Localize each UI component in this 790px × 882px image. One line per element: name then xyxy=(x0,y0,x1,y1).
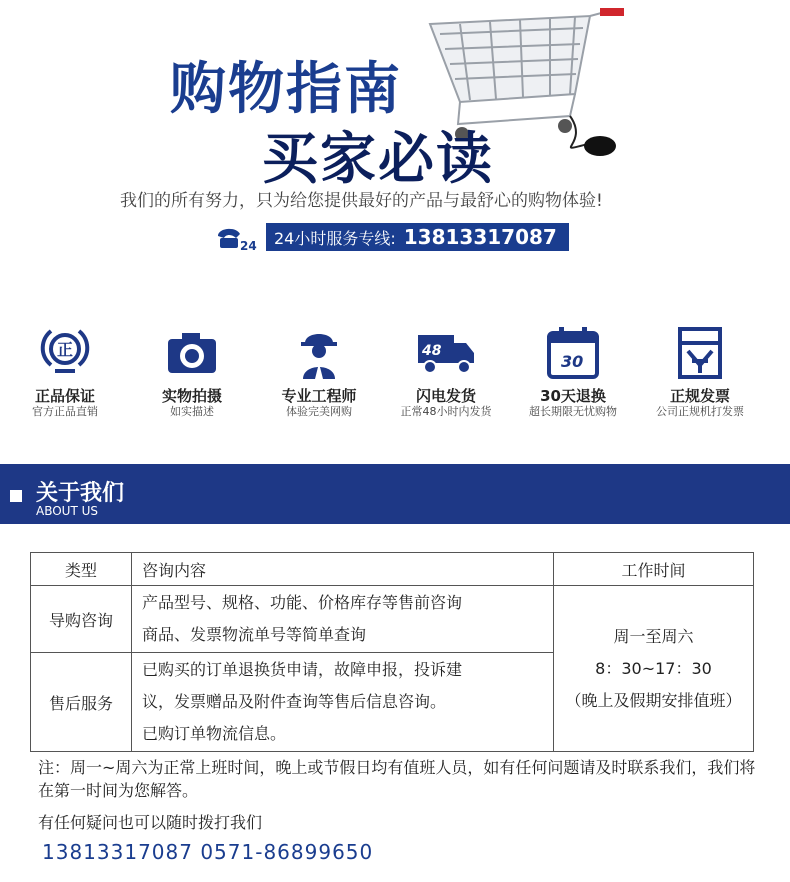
feature-genuine xyxy=(5,325,125,419)
tagline: 我们的所有努力，只为给您提供最好的产品与最舒心的购物体验! xyxy=(120,191,603,211)
hours-note: （晚上及假期安排值班） xyxy=(565,690,742,710)
hotline-bar xyxy=(266,223,569,251)
feature-strip xyxy=(0,325,790,435)
guide-header xyxy=(0,0,790,300)
content-line: 已购订单物流信息。 xyxy=(142,724,287,743)
feature-title: 专业工程师 xyxy=(281,387,357,405)
feature-title: 正品保证 xyxy=(34,387,95,405)
feature-subtitle: 官方正品直销 xyxy=(32,405,98,418)
feature-engineer xyxy=(259,325,379,419)
row-content xyxy=(132,653,554,752)
camera-icon xyxy=(160,325,224,381)
row-type: 导购咨询 xyxy=(31,586,132,653)
row-type: 售后服务 xyxy=(31,653,132,752)
feature-invoice xyxy=(640,325,760,419)
feature-subtitle: 正常48小时内发货 xyxy=(400,405,492,418)
feature-fast-shipping xyxy=(386,325,506,419)
contact-note: 有任何疑问也可以随时拨打我们 xyxy=(38,813,263,832)
hours-time: 8：30~17：30 xyxy=(595,658,712,678)
svg-text:48: 48 xyxy=(422,343,442,359)
feature-subtitle: 如实描述 xyxy=(170,405,214,418)
row-content xyxy=(132,586,554,653)
truck-icon xyxy=(414,325,478,381)
page-title-must-read: 买家必读 xyxy=(262,127,494,192)
header-content: 咨询内容 xyxy=(132,553,554,586)
feature-title: 30天退换 xyxy=(540,387,606,405)
phone-24h-icon xyxy=(214,222,260,252)
svg-text:30: 30 xyxy=(561,352,584,371)
content-line: 议，发票赠品及附件查询等售后信息咨询。 xyxy=(142,692,447,711)
feature-title: 实物拍摄 xyxy=(161,387,222,405)
about-subtitle: ABOUT US xyxy=(36,504,99,518)
about-us-banner xyxy=(0,464,790,524)
svg-text:正: 正 xyxy=(57,340,74,359)
feature-subtitle: 超长期限无忧购物 xyxy=(529,405,617,418)
engineer-icon xyxy=(287,325,351,381)
hotline-label: 24小时服务专线: xyxy=(274,228,396,248)
square-bullet-icon xyxy=(10,490,22,502)
feature-subtitle: 公司正规机打发票 xyxy=(656,405,744,418)
content-line: 商品、发票物流单号等简单查询 xyxy=(142,625,367,644)
badge-icon xyxy=(33,325,97,381)
svg-text:24: 24 xyxy=(240,239,257,252)
header-hours: 工作时间 xyxy=(554,553,754,586)
hours-days: 周一至周六 xyxy=(613,626,694,646)
hours-cell xyxy=(554,586,754,752)
feature-title: 正规发票 xyxy=(669,387,730,405)
content-line: 已购买的订单退换货申请，故障申报，投诉建 xyxy=(142,660,463,679)
service-note: 注：周一~周六为正常上班时间，晚上或节假日均有值班人员，如有任何问题请及时联系我们，我们将在第一时间为您解答。 xyxy=(38,758,756,800)
page-title-guide: 购物指南 xyxy=(170,57,402,122)
hotline xyxy=(214,222,569,252)
table-row xyxy=(31,586,754,653)
calendar-icon xyxy=(541,325,605,381)
about-title: 关于我们 xyxy=(36,481,125,506)
service-table xyxy=(30,552,754,752)
hotline-number[interactable]: 13813317087 xyxy=(403,225,557,249)
header-type: 类型 xyxy=(31,553,132,586)
invoice-icon xyxy=(668,325,732,381)
table-header-row xyxy=(31,553,754,586)
feature-real-photo xyxy=(132,325,252,419)
contact-phones[interactable]: 13813317087 0571-86899650 xyxy=(42,840,374,864)
content-line: 产品型号、规格、功能、价格库存等售前咨询 xyxy=(142,593,463,612)
feature-30day-return xyxy=(513,325,633,419)
feature-subtitle: 体验完美网购 xyxy=(286,405,352,418)
feature-title: 闪电发货 xyxy=(415,387,476,405)
